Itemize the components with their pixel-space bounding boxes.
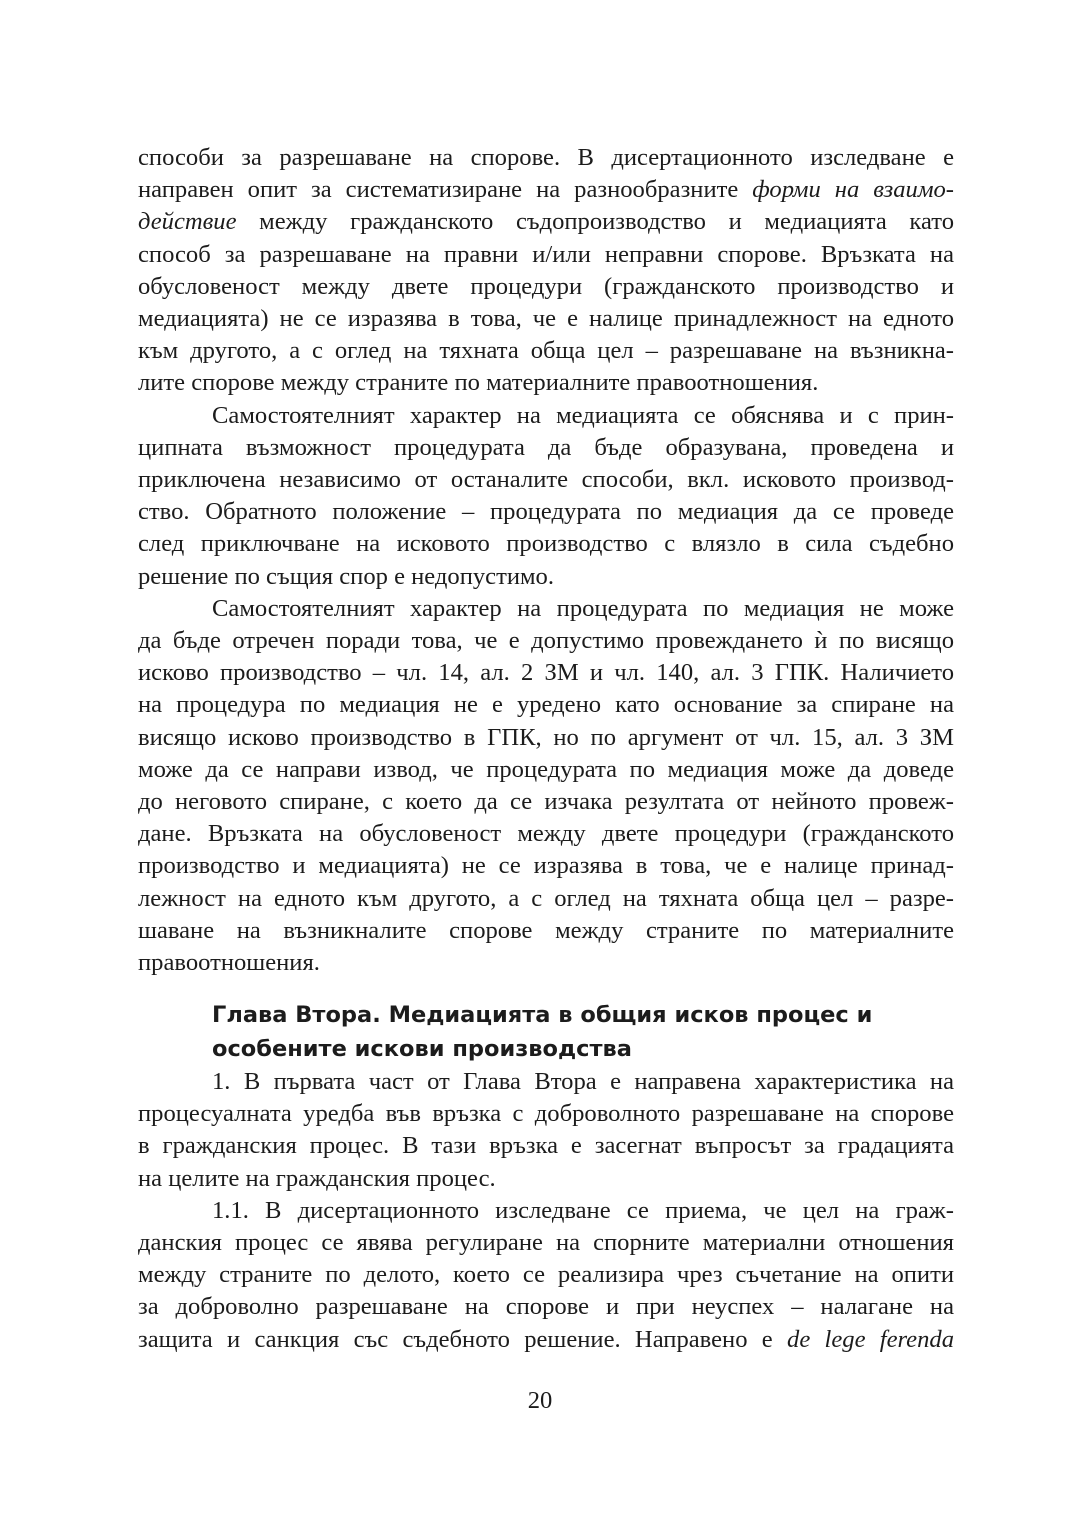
text-line: приключена независимо от останалите способи, вкл. исковото производ- bbox=[138, 466, 954, 494]
text-line: висящо исково производство в ГПК, но по аргумент от чл. 15, ал. 3 ЗМ bbox=[138, 723, 954, 751]
text-line: на процедура по медиация не е уредено като основание за спиране на bbox=[138, 691, 954, 719]
paragraph-1 bbox=[138, 142, 954, 400]
text-line: обусловеност между двете процедури (гражданското производство и bbox=[138, 272, 954, 300]
text-line: лежност на едното към другото, а с оглед на тяхната обща цел – разре- bbox=[138, 884, 954, 912]
text-line: до неговото спиране, с което да се изчака резултата от нейното провеж- bbox=[138, 788, 954, 816]
text-line: шаване на възникналите спорове между страните по материалните bbox=[138, 916, 954, 944]
text-line: дане. Връзката на обусловеност между двете процедури (гражданското bbox=[138, 820, 954, 848]
paragraph-2 bbox=[138, 400, 954, 593]
text-line: Самостоятелният характер на медиацията се обяснява и с прин- bbox=[212, 401, 954, 429]
text-line: исково производство – чл. 14, ал. 2 ЗМ и чл. 140, ал. 3 ГПК. Наличието bbox=[138, 659, 954, 687]
paragraph-5 bbox=[138, 1195, 954, 1356]
text-line: между страните по делото, което се реализира чрез съчетание на опити bbox=[138, 1261, 954, 1289]
text-line: правоотношения. bbox=[138, 949, 320, 977]
text-line: данския процес се явява регулиране на спорните материални отношения bbox=[138, 1229, 954, 1257]
text-line: медиацията) не се изразява в това, че е налице принадлежност на едното bbox=[138, 305, 954, 333]
paragraph-3 bbox=[138, 593, 954, 979]
text-line: лите спорове между страните по материалните правоотношения. bbox=[138, 369, 819, 397]
text-line: действие между гражданското съдопроизводство и медиацията като bbox=[138, 208, 954, 236]
text-line: към другото, а с оглед на тяхната обща цел – разрешаване на възникна- bbox=[138, 337, 954, 365]
body-text-upper bbox=[138, 142, 954, 979]
text-line: да бъде отречен поради това, че е допустимо провеждането ѝ по висящо bbox=[138, 627, 954, 655]
text-line: направен опит за систематизиране на разнообразните форми на взаимо- bbox=[138, 176, 954, 204]
chapter-heading-line-2: особените искови производства bbox=[212, 1036, 632, 1062]
text-line: в гражданския процес. В тази връзка е засегнат въпросът за градацията bbox=[138, 1132, 954, 1160]
text-line: процесуалната уредба във връзка с доброволното разрешаване на спорове bbox=[138, 1100, 954, 1128]
text-line: способи за разрешаване на спорове. В дисертационното изследване е bbox=[138, 144, 954, 171]
text-line: на целите на гражданския процес. bbox=[138, 1164, 496, 1192]
text-line: решение по същия спор е недопустимо. bbox=[138, 562, 554, 590]
text-line: след приключване на исковото производство с влязло в сила съдебно bbox=[138, 530, 954, 558]
text-line: Самостоятелният характер на процедурата по медиация не може bbox=[212, 594, 954, 622]
text-line: може да се направи извод, че процедурата по медиация може да доведе bbox=[138, 755, 954, 783]
text-line: ципната възможност процедурата да бъде образувана, проведена и bbox=[138, 433, 954, 461]
text-line: 1.1. В дисертационното изследване се приема, че цел на граж- bbox=[212, 1196, 954, 1224]
text-line: способ за разрешаване на правни и/или неправни спорове. Връзката на bbox=[138, 240, 954, 268]
paragraph-4 bbox=[138, 1066, 954, 1195]
text-line: 1. В първата част от Глава Втора е направена характеристика на bbox=[212, 1068, 954, 1095]
chapter-heading-line-1: Глава Втора. Медиацията в общия исков процес и bbox=[212, 1002, 873, 1028]
body-text-lower bbox=[138, 1066, 954, 1356]
text-line: за доброволно разрешаване на спорове и при неуспех – налагане на bbox=[138, 1293, 954, 1321]
page-number: 20 bbox=[527, 1387, 553, 1414]
text-line: защита и санкция със съдебното решение. Направено е de lege ferenda bbox=[138, 1325, 954, 1353]
text-line: ство. Обратното положение – процедурата по медиация да се проведе bbox=[138, 498, 954, 526]
chapter-heading bbox=[212, 998, 954, 1066]
text-line: производство и медиацията) не се изразява в това, че е налице принад- bbox=[138, 852, 954, 880]
